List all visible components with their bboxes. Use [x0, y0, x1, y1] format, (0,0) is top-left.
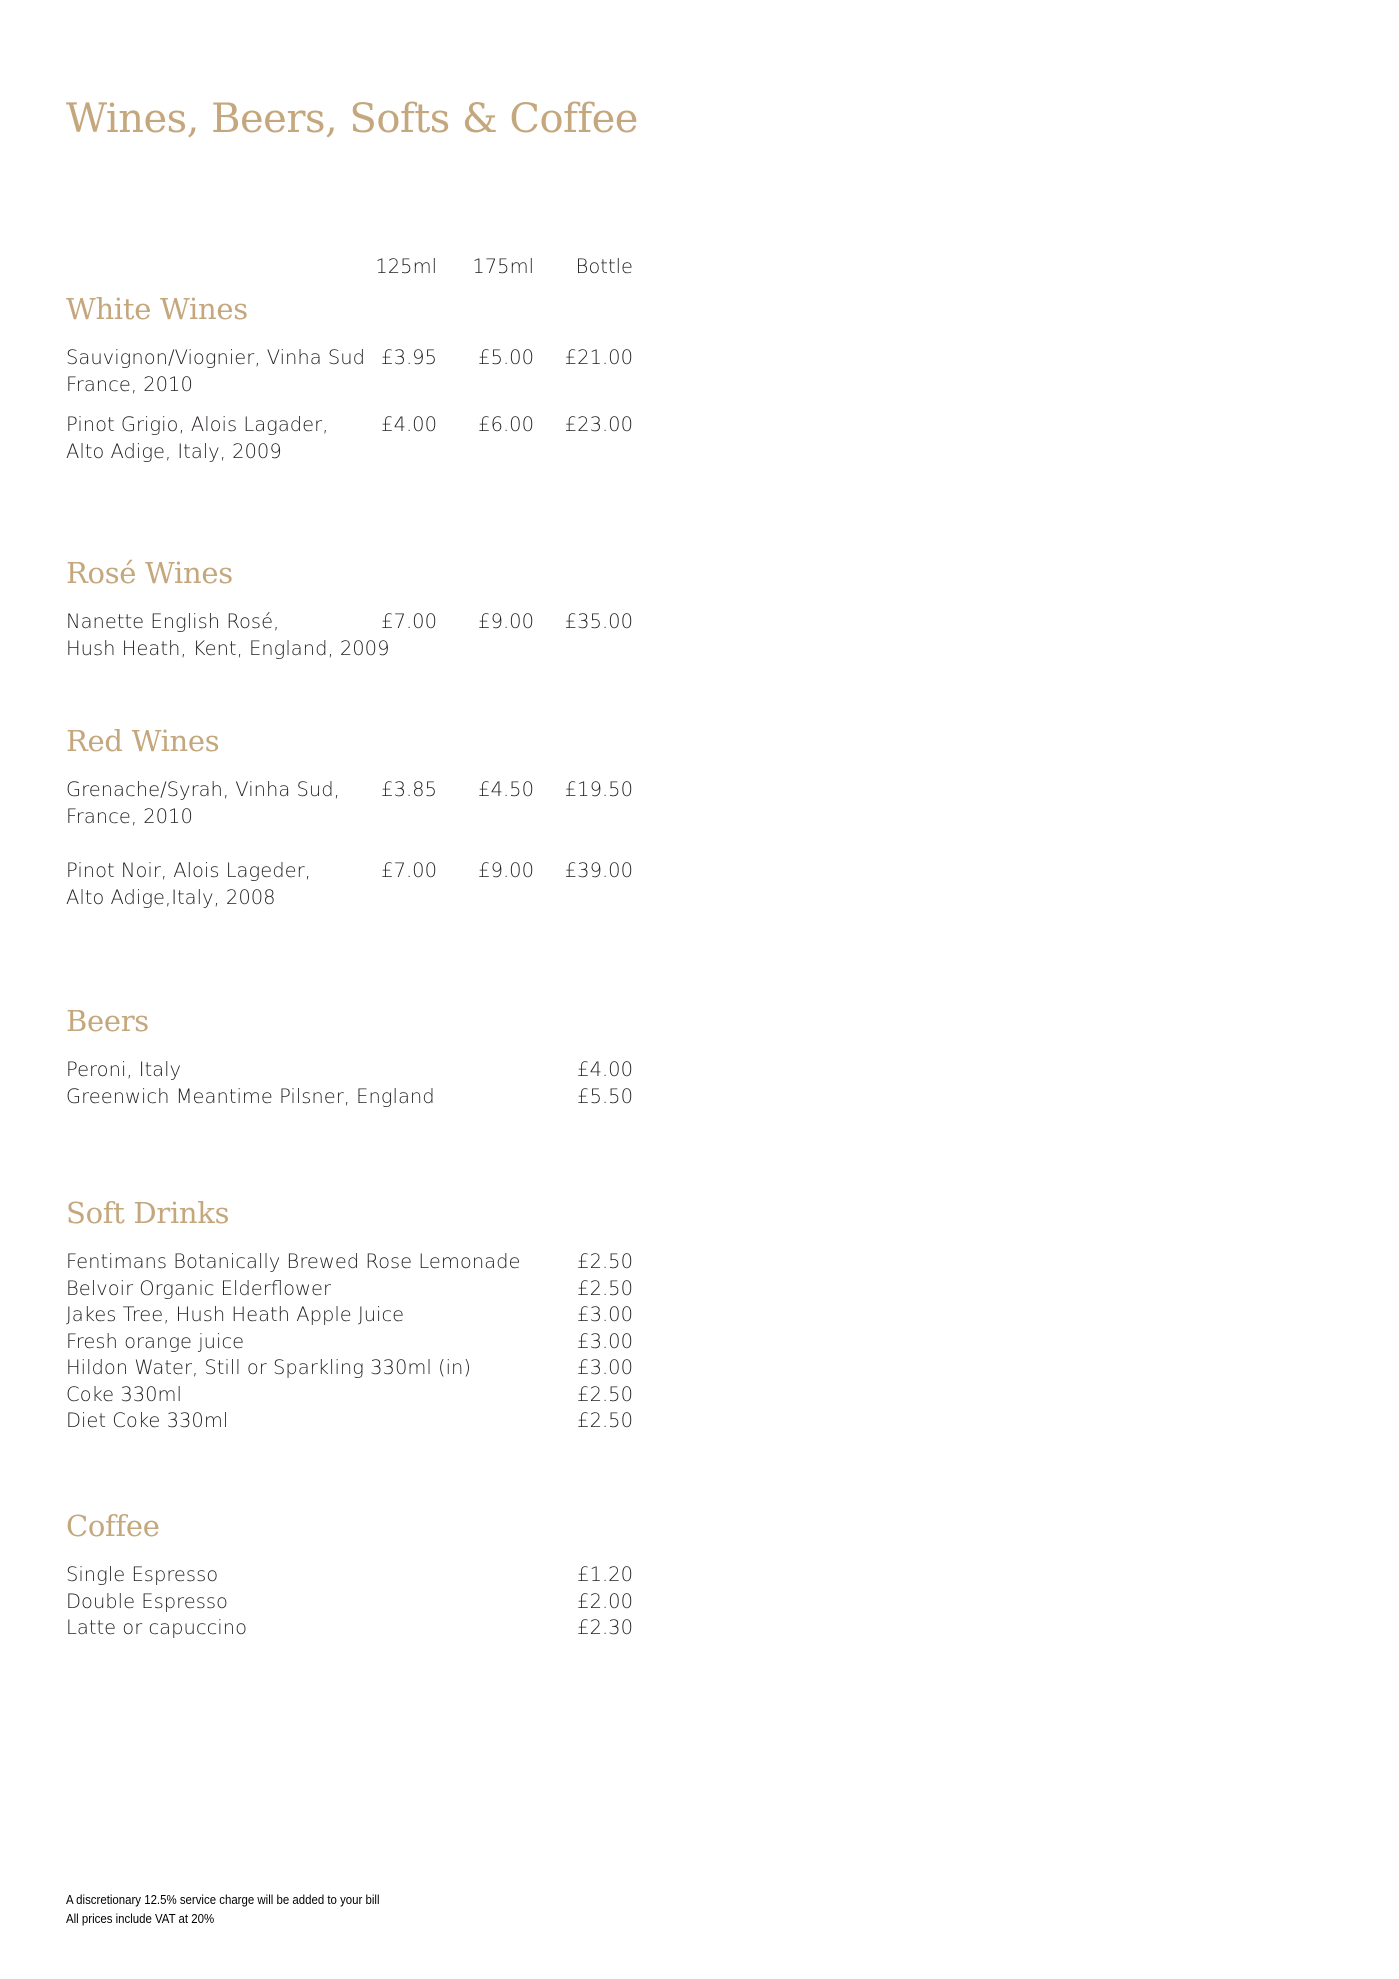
price-125ml: £7.00	[381, 610, 437, 633]
price-175ml: £9.00	[478, 859, 534, 882]
footer-note	[66, 1890, 380, 1928]
item-name: Single Espresso	[66, 1563, 219, 1586]
price-175ml: £5.00	[478, 346, 534, 369]
price-bottle: £21.00	[564, 346, 633, 369]
item-price: £3.00	[577, 1356, 633, 1379]
item-price: £2.50	[577, 1250, 633, 1273]
price-175ml: £6.00	[478, 413, 534, 436]
price-bottle: £23.00	[564, 413, 633, 436]
item-price: £5.50	[577, 1085, 633, 1108]
item-name: Nanette English Rosé,	[66, 610, 280, 633]
item-name: Fentimans Botanically Brewed Rose Lemonade	[66, 1250, 521, 1273]
service-charge-note: A discretionary 12.5% service charge will be added to your bill	[66, 1892, 380, 1907]
item-price: £2.50	[577, 1383, 633, 1406]
item-price: £2.50	[577, 1277, 633, 1300]
item-origin: France, 2010	[66, 373, 193, 396]
item-price: £2.00	[577, 1590, 633, 1613]
price-bottle: £35.00	[564, 610, 633, 633]
section-heading-white-wines: White Wines	[66, 292, 248, 326]
price-bottle: £19.50	[564, 778, 633, 801]
price-125ml: £4.00	[381, 413, 437, 436]
item-name: Grenache/Syrah, Vinha Sud,	[66, 778, 340, 801]
item-price: £3.00	[577, 1303, 633, 1326]
section-heading-rose-wines: Rosé Wines	[66, 556, 233, 590]
section-heading-soft-drinks: Soft Drinks	[66, 1196, 230, 1230]
item-name: Hildon Water, Still or Sparkling 330ml (in)	[66, 1356, 471, 1379]
item-price: £3.00	[577, 1330, 633, 1353]
price-125ml: £3.85	[381, 778, 437, 801]
item-name: Peroni, Italy	[66, 1058, 182, 1081]
item-origin: France, 2010	[66, 805, 193, 828]
item-name: Pinot Noir, Alois Lageder,	[66, 859, 311, 882]
item-name: Jakes Tree, Hush Heath Apple Juice	[66, 1303, 405, 1326]
price-125ml: £3.95	[381, 346, 437, 369]
item-price: £4.00	[577, 1058, 633, 1081]
column-header-125ml: 125ml	[375, 255, 437, 278]
item-name: Sauvignon/Viognier, Vinha Sud	[66, 346, 366, 369]
section-heading-coffee: Coffee	[66, 1509, 160, 1543]
column-header-175ml: 175ml	[472, 255, 534, 278]
item-name: Diet Coke 330ml	[66, 1409, 229, 1432]
item-name: Greenwich Meantime Pilsner, England	[66, 1085, 435, 1108]
column-header-bottle: Bottle	[575, 255, 633, 278]
price-175ml: £9.00	[478, 610, 534, 633]
section-heading-beers: Beers	[66, 1004, 149, 1038]
item-name: Belvoir Organic Elderflower	[66, 1277, 331, 1300]
item-name: Coke 330ml	[66, 1383, 182, 1406]
item-name: Fresh orange juice	[66, 1330, 245, 1353]
vat-note: All prices include VAT at 20%	[66, 1911, 215, 1926]
item-name: Pinot Grigio, Alois Lagader,	[66, 413, 329, 436]
section-heading-red-wines: Red Wines	[66, 724, 220, 758]
price-bottle: £39.00	[564, 859, 633, 882]
item-origin: Alto Adige,Italy, 2008	[66, 886, 276, 909]
page-title: Wines, Beers, Softs & Coffee	[66, 96, 638, 142]
price-175ml: £4.50	[478, 778, 534, 801]
item-origin: Hush Heath, Kent, England, 2009	[66, 637, 390, 660]
item-origin: Alto Adige, Italy, 2009	[66, 440, 282, 463]
price-125ml: £7.00	[381, 859, 437, 882]
item-name: Double Espresso	[66, 1590, 228, 1613]
item-price: £2.50	[577, 1409, 633, 1432]
item-price: £2.30	[577, 1616, 633, 1639]
item-price: £1.20	[577, 1563, 633, 1586]
item-name: Latte or capuccino	[66, 1616, 248, 1639]
